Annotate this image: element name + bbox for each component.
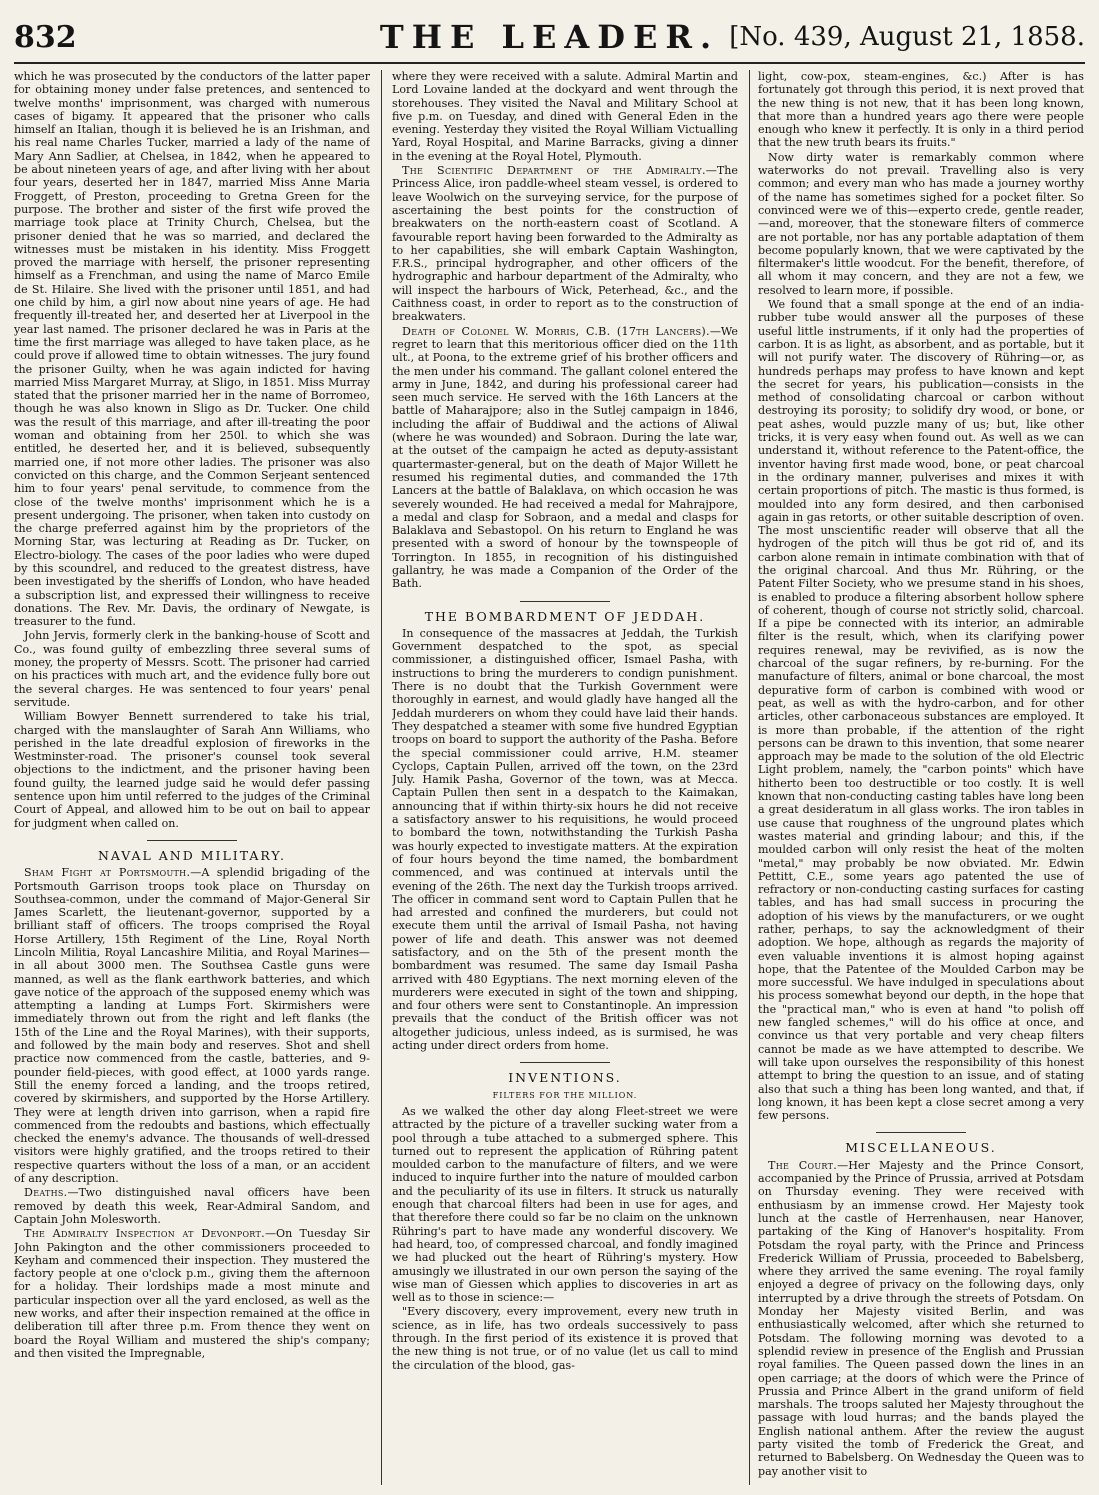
section-heading-jeddah: THE BOMBARDMENT OF JEDDAH. <box>424 608 706 624</box>
issue-info: [No. 439, August 21, 1858. <box>729 22 1085 52</box>
article-paragraph <box>14 1186 370 1226</box>
section-subheading: FILTERS FOR THE MILLION. <box>492 1090 638 1100</box>
article-paragraph: Now dirty water is remarkably common where waterworks do not prevail. Travelling also is very common; and every man who has made a journey worthy of the name has sometimes sighed for a pocket filter. So convinced were we of this—experto crede, gentle reader,—and, moreover, that the stoneware filters of commerce are not portable, nor has any portable adaptation of them become popularly known, that we were captivated by the filtermaker's little woodcut. For the benefit, therefore, of all whom it may concern, and they are not a few, we resolved to learn more, if possible. <box>758 150 1084 297</box>
article-paragraph: which he was prosecuted by the conductors of the latter paper for obtaining money under false pretences, and sentenced to twelve months' imprisonment, was charged with numerous cases of bigamy. It appeared that the prisoner who calls himself an Italian, though it is believed he is an Irishman, and his real name Charles Tucker, married a lady of the name of Mary Ann Sadlier, at Chelsea, in 1842, when he appeared to be about nineteen years of age, and after living with her about four years, deserted her in 1847, married Miss Anne Maria Froggett, of Preston, proceeding to Gretna Green for the purpose. The brother and sister of the first wife proved the marriage took place at Trinity Church, Chelsea, but the prisoner denied that he was so married, and declared the witnesses must be mistaken in his identity. Miss Froggett proved the marriage with herself, the prisoner representing himself as a Frenchman, and using the name of Marco Emile de St. Hilaire. She lived with the prisoner until 1851, and had one child by him, a girl now about nine years of age. He had frequently ill-treated her, and deserted her at Liverpool in the year last named. The prisoner declared he was in Paris at the time the first marriage was alleged to have taken place, as he could prove if allowed time to obtain witnesses. The jury found the prisoner Guilty, when he was again indicted for having married Miss Margaret Murray, at Sligo, in 1851. Miss Murray stated that the prisoner married her in the name of Borromeo, though he was also known in Sligo as Dr. Tucker. One child was the result of this marriage, and after ill-treating the poor woman and obtaining from her 250l. to which she was entitled, he deserted her, and it is believed, subsequently married one, if not more other ladies. The prisoner was also convicted on this charge, and the Common Serjeant sentenced him to four years' penal servitude, to commence from the close of the twelve months' imprisonment which he is a present undergoing. The prisoner, when taken into custody on the charge preferred against him by the proprietors of the Morning Star, was lecturing at Reading as Dr. Tucker, on Electro-biology. The cases of the poor ladies who were duped by this scoundrel, and reduced to the greatest distress, have been investigated by the sheriffs of London, who have headed a subscription list, and expressed their willingness to receive donations. The Rev. Mr. Davis, the ordinary of Newgate, is treasurer to the fund. <box>14 70 370 629</box>
column-rule <box>749 70 750 1485</box>
section-heading-naval: NAVAL AND MILITARY. <box>97 847 287 863</box>
column-2 <box>392 70 738 1485</box>
section-heading-inventions: INVENTIONS. <box>508 1070 622 1086</box>
paragraph-body: —Two distinguished naval officers have been removed by death this week, Rear-Admiral Sandom, and Captain John Molesworth. <box>14 1186 370 1226</box>
paragraph-lead: The Scientific Department of the Admiralty. <box>402 164 706 178</box>
paragraph-lead: Deaths. <box>24 1186 68 1200</box>
article-paragraph: "Every discovery, every improvement, every new truth in science, as in life, has two ordeals successively to pass through. In the first period of its existence it is proved that the new thing is not true, or of no value (let us call to mind the circulation of the blood, gas- <box>392 1305 738 1372</box>
paragraph-body: —We regret to learn that this meritorious officer died on the 11th ult., at Poona, to the extreme grief of his brother officers and the men under his command. The gallant colonel entered the army in June, 1842, and during his professional career had seen much service. He served with the 16th Lancers at the battle of Maharajpore; also in the Sutlej campaign in 1846, including the affair of Buddiwal and the actions of Aliwal (where he was wounded) and Sobraon. During the late war, at the outset of the campaign he acted as deputy-assistant quartermaster-general, but on the death of Major Willett he resumed his regimental duties, and commanded the 17th Lancers at the battle of Balaklava, on which occasion he was severely wounded. He had received a medal for Mahrajpore, a medal and clasp for Sobraon, and a medal and clasps for Balaklava and Sebastopol. On his return to England he was presented with a sword of honour by the townspeople of Torrington. In 1855, in recognition of his distinguished gallantry, he was made a Companion of the Order of the Bath. <box>392 324 738 591</box>
article-paragraph: light, cow-pox, steam-engines, &c.) After is has fortunately got through this period, it is next proved that the new thing is not new, that it has been long known, that more than a hundred years ago there were people enough who knew it perfectly. It is only in a third period that the new truth bears its fruits." <box>758 70 1084 150</box>
column-3 <box>758 70 1084 1485</box>
paragraph-body: —The Princess Alice, iron paddle-wheel steam vessel, is ordered to leave Woolwich on the surveying service, for the purpose of ascertaining the best points for the construction of breakwaters on the north-eastern coast of Scotland. A favourable report having been forwarded to the Admiralty as to her capabilities, she will embark Captain Washington, F.R.S., principal hydrographer, and other officers of the hydrographic and harbour department of the Admiralty, who will inspect the harbours of Wick, Peterhead, &c., and the Caithness coast, in order to report as to the construction of breakwaters. <box>392 164 738 324</box>
paragraph-body: —On Tuesday Sir John Pakington and the other commissioners proceeded to Keyham and commenced their inspection. They mustered the factory people at one o'clock p.m., giving them the afternoon for a holiday. Their lordships made a most minute and particular inspection over all the yard enclosed, as well as the new works, and after their inspection remained at the office in deliberation till after three p.m. From thence they went on board the Royal William and mustered the ship's company; and then visited the Impregnable, <box>14 1227 370 1360</box>
article-paragraph: As we walked the other day along Fleet-street we were attracted by the picture of a traveller sucking water from a pool through a tube attached to a submerged sphere. This turned out to represent the application of Rühring patent moulded carbon to the manufacture of filters, and we were induced to inquire further into the nature of moulded carbon and the peculiarity of its use in filters. It struck us naturally enough that charcoal filters had been in use for ages, and that therefore there could so far be no claim on the unknown Rühring's part to have made any wonderful discovery. We had heard, too, of compressed charcoal, and fondly imagined we had plucked out the heart of Rühring's mystery. How amusingly we illustrated in our own person the saying of the wise man of Giessen which applies to discoveries in art as well as to those in science:— <box>392 1104 738 1305</box>
paragraph-body: —Her Majesty and the Prince Consort, accompanied by the Prince of Prussia, arrived at Potsdam on Thursday evening. They were received with enthusiasm by an immense crowd. Her Majesty took lunch at the castle of Herrenhausen, near Hanover, partaking of the King of Hanover's hospitality. From Potsdam the royal party, with the Prince and Princess Frederick William of Prussia, proceeded to Babelsberg, where they arrived the same evening. The royal family enjoyed a degree of privacy on the following days, only interrupted by a drive through the streets of Potsdam. On Monday her Majesty visited Berlin, and was enthusiastically welcomed, after which she returned to Potsdam. The following morning was devoted to a splendid review in presence of the English and Prussian royal families. The Queen passed down the lines in an open carriage; at the doors of which were the Prince of Prussia and Prince Albert in the grand uniform of field marshals. The troops saluted her Majesty throughout the passage with loud hurras; and the bands played the English national anthem. After the review the august party visited the tomb of Frederick the Great, and returned to Babelsberg. On Wednesday the Queen was to pay another visit to <box>758 1158 1084 1478</box>
section-divider <box>520 1062 610 1063</box>
article-paragraph <box>392 164 738 324</box>
paragraph-lead: The Admiralty Inspection at Devonport. <box>24 1227 265 1241</box>
paragraph-lead: Sham Fight at Portsmouth. <box>24 866 191 880</box>
paragraph-body: —A splendid brigading of the Portsmouth Garrison troops took place on Thursday on Southsea-common, under the command of Major-General Sir James Scarlett, the lieutenant-governor, supported by a brilliant staff of officers. The troops comprised the Royal Horse Artillery, 15th Regiment of the Line, Royal North Lincoln Militia, Royal Lancashire Militia, and Royal Marines—in all about 3000 men. The Southsea Castle guns were manned, as well as the flank earthwork batteries, and which gave notice of the approach of the supposed enemy which was attempting a landing at Lumps Fort. Skirmishers were immediately thrown out from the right and left flanks (the 15th of the Line and the Royal Marines), with their supports, and followed by the main body and reserves. Shot and shell practice now commenced from the castle, batteries, and 9-pounder field-pieces, with good effect, at 1000 yards range. Still the enemy forced a landing, and the troops retired, covered by skirmishers, and supported by the Horse Artillery. They were at length driven into garrison, when a rapid fire commenced from the redoubts and bastions, which effectually checked the enemy's advance. The thousands of well-dressed visitors were highly gratified, and the troops retired to their respective quarters without the loss of a man, or an accident of any description. <box>14 866 370 1186</box>
paragraph-lead: Death of Colonel W. Morris, C.B. (17th Lancers). <box>402 324 710 338</box>
article-paragraph <box>14 866 370 1185</box>
article-paragraph: where they were received with a salute. Admiral Martin and Lord Lovaine landed at the dockyard and went through the storehouses. They visited the Naval and Military School at five p.m. on Tuesday, and dined with General Eden in the evening. Yesterday they visited the Royal William Victualling Yard, Royal Hospital, and Marine Barracks, giving a dinner in the evening at the Royal Hotel, Plymouth. <box>392 70 738 163</box>
column-1 <box>14 70 370 1485</box>
article-paragraph <box>758 1159 1084 1478</box>
newspaper-title: THE LEADER. <box>379 18 720 56</box>
column-rule <box>381 70 382 1485</box>
article-paragraph <box>14 1227 370 1360</box>
article-paragraph: John Jervis, formerly clerk in the banking-house of Scott and Co., was found guilty of embezzling three several sums of money, the property of Messrs. Scott. The prisoner had carried on his practices with much art, and the evidence fully bore out the several charges. He was sentenced to four years' penal servitude. <box>14 629 370 709</box>
section-heading-miscellaneous: MISCELLANEOUS. <box>845 1140 997 1156</box>
article-paragraph <box>392 325 738 591</box>
article-paragraph: We found that a small sponge at the end of an india-rubber tube would answer all the purposes of these useful little instruments, if it only had the properties of carbon. It is as light, as absorbent, and as portable, but it will not purify water. The discovery of Rühring—or, as hundreds perhaps may profess to have known and kept the secret for years, his publication—consists in the method of consolidating charcoal or carbon without destroying its porosity; to solidify dry wood, or bone, or peat ashes, would puzzle many of us; but, like other tricks, it is very easy when found out. As well as we can understand it, without reference to the Patent-office, the inventor having first made wood, bone, or peat charcoal in the ordinary manner, pulverises and mixes it with certain proportions of pitch. The mastic is thus formed, is moulded into any form desired, and then carbonised again in gas retorts, or other suitable description of oven. The most unscientific reader will observe that all the hydrogen of the pitch will thus be got rid of, and its carbon alone remain in intimate combination with that of the original charcoal. And thus Mr. Rühring, or the Patent Filter Society, who we presume stand in his shoes, is enabled to produce a filtering absorbent hollow sphere of coherent, though of course not strictly solid, charcoal. If a pipe be connected with its interior, an admirable filter is the result, which, when its clarifying power requires renewal, may be revivified, as is now the charcoal of the sugar refiners, by re-burning. For the manufacture of filters, animal or bone charcoal, the most depurative form of carbon is combined with wood or peat, as well as with the hydro-carbon, and for other articles, other carbonaceous substances are employed. It is more than probable, if the attention of the right persons can be drawn to this invention, that some nearer approach may be made to the solution of the old Electric Light problem, namely, the "carbon points" which have hitherto been too destructible or too costly. It is well known that non-conducting casting tables have long been a great desideratum in all glass works. The iron tables in use cause that roughness of the unground plates which wastes material and grinding labour; and this, if the moulded carbon will only resist the heat of the molten "metal," may probably be now obviated. Mr. Edwin Pettitt, C.E., some years ago patented the use of refractory or non-conducting casting surfaces for casting tables, and has had small success in procuring the adoption of his views by the manufacturers, or we ought rather, perhaps, to say the acknowledgment of their adoption. We hope, although as regards the majority of even valuable inventions it is almost hoping against hope, that the Patentee of the Moulded Carbon may be more successful. We have indulged in speculations about his process somewhat beyond our depth, in the hope that the "practical man," who is even at hand "to polish off new fangled schemes," will do his office at once, and convince us that very portable and very cheap filters cannot be made as we have attempted to describe. We will take upon ourselves the responsibility of this honest attempt to bring the question to an issue, and of stating also that such a thing has been long wanted, and that, if long known, it has been kept a close secret among a very few persons. <box>758 298 1084 1123</box>
page-number: 832 <box>14 20 77 55</box>
section-divider <box>147 840 237 841</box>
paragraph-lead: The Court. <box>768 1158 838 1172</box>
masthead <box>14 14 1085 64</box>
article-paragraph: William Bowyer Bennett surrendered to take his trial, charged with the manslaughter of Sarah Ann Williams, who perished in the late dreadful explosion of fireworks in the Westminster-road. The prisoner's counsel took several objections to the indictment, and the prisoner having been found guilty, the learned judge said he would defer passing sentence upon him until referred to the judges of the Criminal Court of Appeal, and allowed him to be out on bail to appear for judgment when called on. <box>14 710 370 830</box>
section-divider <box>876 1132 966 1133</box>
section-divider <box>520 601 610 602</box>
article-paragraph: In consequence of the massacres at Jeddah, the Turkish Government despatched to the spot, as special commissioner, a distinguished officer, Ismael Pasha, with instructions to bring the murderers to condign punishment. There is no doubt that the Turkish Government were thoroughly in earnest, and would gladly have hanged all the Jeddah murderers on whom they could have laid their hands. They despatched a steamer with some five hundred Egyptian troops on board to support the authority of the Pasha. Before the special commissioner could arrive, H.M. steamer Cyclops, Captain Pullen, arrived off the town, on the 23rd July. Hamik Pasha, Governor of the town, was at Mecca. Captain Pullen then sent in a despatch to the Kaimakan, announcing that if within thirty-six hours he did not receive a satisfactory answer to his requisitions, he would proceed to bombard the town, notwithstanding the Turkish Pasha was hourly expected to investigate matters. At the expiration of four hours beyond the time named, the bombardment commenced, and was continued at intervals until the evening of the 26th. The next day the Turkish troops arrived. The officer in command sent word to Captain Pullen that he had arrested and confined the murderers, but could not execute them until the arrival of Ismail Pasha, not having power of life and death. This answer was not deemed satisfactory, and on the 5th of the present month the bombardment was resumed. The same day Ismail Pasha arrived with 480 Egyptians. The next morning eleven of the murderers were executed in sight of the town and shipping, and four others were sent to Constantinople. An impression prevails that the conduct of the British officer was not altogether judicious, unless indeed, as is surmised, he was acting under direct orders from home. <box>392 626 738 1053</box>
